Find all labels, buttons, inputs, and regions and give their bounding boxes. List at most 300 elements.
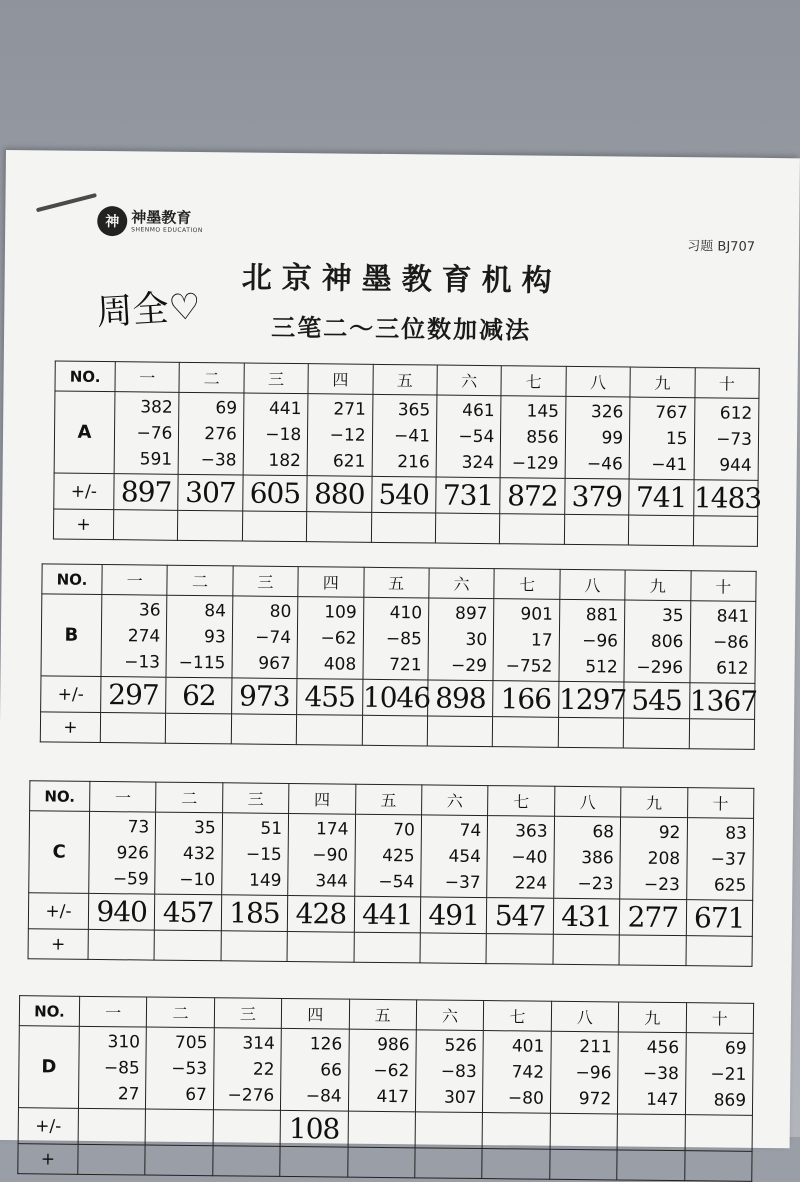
problem-number: −12 xyxy=(329,424,366,446)
handwritten-answer xyxy=(145,1109,213,1146)
empty-cell xyxy=(347,1147,415,1178)
empty-cell xyxy=(242,511,307,542)
problem-row xyxy=(41,594,756,683)
logo-subtitle: SHENMO EDUCATION xyxy=(131,225,203,234)
problem-number: −38 xyxy=(642,1063,679,1084)
empty-cell xyxy=(287,931,354,962)
problem-cell xyxy=(487,816,554,899)
handwritten-answer: 973 xyxy=(231,678,297,715)
column-header: 八 xyxy=(566,366,631,397)
column-header: 七 xyxy=(484,1001,552,1032)
problem-cell xyxy=(288,813,355,896)
problem-cell xyxy=(179,392,244,475)
problem-number: −90 xyxy=(312,844,349,866)
problem-number: 83 xyxy=(725,823,747,844)
problem-number: 276 xyxy=(204,423,237,444)
problem-number: 109 xyxy=(324,601,357,623)
empty-cell xyxy=(549,1149,617,1180)
problem-number: −18 xyxy=(265,424,302,445)
problem-cell xyxy=(553,816,620,899)
problem-number: 314 xyxy=(242,1033,275,1054)
column-header: 一 xyxy=(79,996,147,1027)
empty-cell xyxy=(371,512,436,543)
problem-number: 74 xyxy=(459,820,482,841)
column-header: 九 xyxy=(630,367,695,398)
problem-cell xyxy=(685,1033,753,1116)
column-header: 八 xyxy=(554,786,621,817)
empty-cell xyxy=(362,715,428,746)
problem-number: −41 xyxy=(651,454,688,475)
column-header: 二 xyxy=(167,565,233,596)
empty-cell xyxy=(617,1150,685,1181)
problem-number: 926 xyxy=(116,842,150,864)
handwritten-answer: 731 xyxy=(436,477,501,514)
problem-cell xyxy=(686,818,753,901)
plus-label: + xyxy=(53,509,113,540)
problem-number: 986 xyxy=(377,1034,410,1055)
plus-row xyxy=(53,509,757,546)
problem-number: 856 xyxy=(526,426,559,448)
problem-number: −84 xyxy=(305,1085,342,1107)
problem-number: −83 xyxy=(440,1061,477,1082)
problem-number: −15 xyxy=(245,844,282,865)
problem-cell xyxy=(620,817,687,900)
problem-number: −37 xyxy=(444,872,481,893)
handwritten-answer: 307 xyxy=(178,474,243,511)
problem-number: 208 xyxy=(647,848,681,869)
problem-number: 324 xyxy=(461,452,495,473)
problem-number: 881 xyxy=(585,604,619,625)
problem-number: 69 xyxy=(724,1038,747,1059)
column-header: 四 xyxy=(308,364,373,395)
problem-number: 721 xyxy=(389,654,422,675)
problem-number: 174 xyxy=(315,818,349,840)
problem-number: 461 xyxy=(462,400,495,421)
problem-number: 705 xyxy=(174,1032,208,1053)
empty-cell xyxy=(486,934,553,965)
empty-cell xyxy=(427,716,493,747)
problem-cell xyxy=(243,393,308,476)
column-header: 七 xyxy=(501,366,566,397)
handwritten-answer: 491 xyxy=(420,897,487,934)
problem-cell xyxy=(618,1032,686,1115)
column-header: 八 xyxy=(560,569,626,600)
problem-number: 326 xyxy=(590,401,624,422)
problem-number: 182 xyxy=(268,450,302,471)
problem-number: 972 xyxy=(578,1088,612,1109)
empty-cell xyxy=(564,514,629,545)
problem-number: 591 xyxy=(139,448,173,470)
handwritten-answer: 108 xyxy=(280,1110,348,1147)
problem-cell xyxy=(166,595,232,678)
handwritten-answer xyxy=(78,1108,146,1145)
problem-number: 216 xyxy=(397,451,430,472)
problem-number: −40 xyxy=(511,846,548,868)
problem-cell xyxy=(689,601,755,684)
column-header: 七 xyxy=(494,569,560,600)
problem-number: 767 xyxy=(655,402,688,423)
handwritten-answer: 897 xyxy=(114,474,179,511)
problem-number: −115 xyxy=(178,652,226,673)
handwritten-answer xyxy=(550,1113,618,1150)
problem-number: 126 xyxy=(309,1033,343,1055)
handwritten-answer: 940 xyxy=(88,893,155,930)
problem-cell xyxy=(421,815,488,898)
problem-cell xyxy=(78,1026,146,1109)
problem-number: 149 xyxy=(248,870,282,891)
problem-number: −37 xyxy=(710,848,747,870)
problem-number: 67 xyxy=(185,1084,208,1105)
handwritten-answer: 62 xyxy=(166,677,232,714)
problem-number: 93 xyxy=(203,626,226,647)
empty-cell xyxy=(354,932,421,963)
handwritten-answer: 297 xyxy=(101,677,167,714)
problem-cell xyxy=(363,597,429,680)
handwritten-answer xyxy=(617,1114,685,1151)
problem-number: 432 xyxy=(182,843,216,864)
column-header: 八 xyxy=(551,1001,619,1032)
no-label: NO. xyxy=(42,564,102,595)
handwritten-answer: 1367 xyxy=(689,684,758,718)
problem-cell xyxy=(155,812,222,895)
handwritten-answer: 185 xyxy=(221,895,288,932)
problem-cell xyxy=(550,1031,618,1114)
problem-cell xyxy=(221,813,288,896)
problem-number: 512 xyxy=(585,656,618,677)
empty-cell xyxy=(296,715,362,746)
plus-row xyxy=(28,929,752,967)
problem-number: 73 xyxy=(127,816,150,838)
problem-cell xyxy=(483,1031,551,1114)
problem-cell xyxy=(281,1028,349,1111)
problem-number: 30 xyxy=(465,629,488,650)
handwritten-answer: 1297 xyxy=(558,682,627,717)
plus-minus-label: +/- xyxy=(54,473,114,510)
problem-cell xyxy=(372,394,437,477)
empty-cell xyxy=(231,714,297,745)
problem-number: 310 xyxy=(107,1031,141,1052)
logo xyxy=(97,206,203,237)
column-header: 七 xyxy=(488,786,555,817)
problem-number: 410 xyxy=(389,602,423,623)
section-label: A xyxy=(54,391,115,474)
problem-number: 147 xyxy=(646,1089,679,1110)
empty-cell xyxy=(482,1149,550,1180)
problem-number: −129 xyxy=(511,452,559,474)
handwritten-answer: 540 xyxy=(371,476,436,513)
problem-number: −59 xyxy=(112,868,149,890)
problem-number: 901 xyxy=(520,603,554,625)
problem-number: 84 xyxy=(204,600,227,621)
handwritten-answer: 605 xyxy=(243,475,308,512)
problem-number: 35 xyxy=(193,817,216,838)
handwritten-answer: 1046 xyxy=(362,680,431,715)
column-header: 五 xyxy=(349,999,417,1030)
column-header: 二 xyxy=(147,997,215,1028)
handwritten-answer: 880 xyxy=(307,476,372,513)
empty-cell xyxy=(213,1146,281,1177)
problem-number: 69 xyxy=(215,397,238,418)
plus-label: + xyxy=(28,929,88,960)
column-header: 二 xyxy=(179,362,244,393)
handwritten-answer: 898 xyxy=(428,680,494,717)
plus-row xyxy=(40,712,754,749)
plus-minus-label: +/- xyxy=(41,676,101,713)
empty-cell xyxy=(415,1148,483,1179)
problem-number: 386 xyxy=(581,847,614,868)
empty-cell xyxy=(420,933,487,964)
problem-number: −85 xyxy=(385,628,422,649)
column-header: 三 xyxy=(214,998,282,1029)
problem-cell xyxy=(415,1030,483,1113)
problem-number: −96 xyxy=(582,630,619,651)
problem-number: −276 xyxy=(227,1084,275,1106)
problem-number: 897 xyxy=(454,603,488,624)
handwritten-answer xyxy=(685,1115,753,1152)
problem-number: −62 xyxy=(373,1060,410,1081)
empty-cell xyxy=(78,1144,146,1175)
problem-number: 417 xyxy=(376,1086,410,1107)
column-header: 三 xyxy=(222,783,289,814)
handwritten-answer: 428 xyxy=(288,895,355,932)
exercise-code: 习题 BJ707 xyxy=(687,239,756,255)
problem-number: 967 xyxy=(258,653,291,674)
problem-number: 92 xyxy=(658,822,681,843)
plus-label: + xyxy=(18,1144,78,1175)
problem-number: 625 xyxy=(713,874,747,896)
problem-number: 382 xyxy=(140,396,173,418)
problem-cell xyxy=(629,397,694,480)
problem-number: 742 xyxy=(511,1061,545,1083)
problem-number: −62 xyxy=(320,627,357,649)
problem-number: −54 xyxy=(378,871,415,892)
problem-number: −23 xyxy=(643,874,680,895)
problem-number: −73 xyxy=(716,428,753,450)
no-label: NO. xyxy=(55,361,115,392)
problem-number: 68 xyxy=(592,821,615,842)
problem-cell xyxy=(500,396,565,479)
handwritten-answer: 455 xyxy=(297,679,363,716)
problem-cell xyxy=(307,394,372,477)
empty-cell xyxy=(493,717,559,748)
handwritten-answer: 277 xyxy=(619,899,686,936)
problem-number: 99 xyxy=(601,427,624,448)
handwritten-answer: 441 xyxy=(354,896,421,933)
empty-cell xyxy=(500,514,565,545)
problem-cell xyxy=(146,1027,214,1110)
handwritten-answer: 166 xyxy=(493,681,559,718)
plus-minus-label: +/- xyxy=(18,1108,78,1145)
problem-number: 365 xyxy=(397,399,431,420)
section-a-table xyxy=(53,361,760,547)
logo-name: 神墨教育 xyxy=(131,207,192,227)
problem-number: −53 xyxy=(171,1058,208,1079)
handwritten-answer: 545 xyxy=(624,682,690,719)
problem-number: 70 xyxy=(393,819,415,840)
column-header: 六 xyxy=(437,365,502,396)
column-header: 九 xyxy=(621,787,688,818)
problem-row xyxy=(18,1026,753,1116)
problem-number: −23 xyxy=(577,873,614,894)
handwritten-answer: 431 xyxy=(553,898,620,935)
column-header: 五 xyxy=(373,364,438,395)
column-header: 六 xyxy=(429,568,495,599)
problem-number: 841 xyxy=(716,605,750,627)
empty-cell xyxy=(88,929,155,960)
column-header: 四 xyxy=(281,998,349,1029)
problem-number: 271 xyxy=(333,398,366,420)
empty-cell xyxy=(113,510,178,541)
problem-number: 612 xyxy=(716,657,749,679)
problem-number: −10 xyxy=(179,869,216,890)
column-header: 十 xyxy=(687,788,754,819)
problem-number: 869 xyxy=(713,1089,747,1111)
problem-number: −38 xyxy=(200,449,237,470)
column-header: 十 xyxy=(694,368,759,399)
problem-number: 66 xyxy=(320,1059,343,1081)
section-b-table xyxy=(40,563,757,749)
problem-cell xyxy=(428,598,494,681)
column-header: 十 xyxy=(690,571,756,602)
staple xyxy=(36,193,97,212)
section-label: C xyxy=(29,811,90,894)
plus-label: + xyxy=(40,712,100,743)
handwritten-answer xyxy=(348,1111,416,1148)
problem-number: −29 xyxy=(450,655,488,676)
handwritten-answer: 671 xyxy=(686,900,753,937)
column-header: 一 xyxy=(102,565,168,596)
problem-cell xyxy=(101,595,167,678)
empty-cell xyxy=(166,713,232,744)
problem-number: −41 xyxy=(393,425,431,446)
problem-number: −752 xyxy=(505,655,553,677)
plus-minus-label: +/- xyxy=(28,893,88,930)
empty-cell xyxy=(558,717,624,748)
column-header: 九 xyxy=(618,1002,686,1033)
student-name-handwritten: 周全♡ xyxy=(95,286,202,334)
problem-number: −76 xyxy=(136,422,173,444)
empty-cell xyxy=(553,934,620,965)
column-header: 四 xyxy=(298,567,364,598)
problem-number: 401 xyxy=(511,1035,545,1057)
column-header: 一 xyxy=(90,781,157,812)
empty-cell xyxy=(619,935,686,966)
problem-number: 15 xyxy=(665,428,688,449)
column-header: 六 xyxy=(422,785,489,816)
problem-number: 454 xyxy=(448,846,482,867)
problem-number: 51 xyxy=(260,818,283,839)
problem-number: 408 xyxy=(323,653,357,675)
empty-cell xyxy=(435,513,500,544)
column-header: 二 xyxy=(156,782,223,813)
problem-number: −96 xyxy=(575,1062,612,1083)
problem-number: 612 xyxy=(719,402,753,424)
problem-row xyxy=(29,811,754,901)
problem-number: 307 xyxy=(443,1087,477,1108)
problem-number: −80 xyxy=(507,1087,544,1109)
problem-cell xyxy=(559,599,625,682)
section-label: D xyxy=(18,1026,79,1109)
problem-number: −46 xyxy=(586,453,623,474)
problem-cell xyxy=(624,600,690,683)
worksheet-paper xyxy=(0,150,800,1170)
no-label: NO. xyxy=(30,781,90,812)
problem-number: 621 xyxy=(332,450,366,472)
problem-number: −54 xyxy=(458,426,495,447)
problem-number: −86 xyxy=(712,631,749,653)
logo-mark-icon: 神 xyxy=(97,206,127,236)
handwritten-answer: 872 xyxy=(500,478,565,515)
section-d-table xyxy=(17,995,754,1182)
page-subtitle: 三笔二～三位数加减法 xyxy=(271,313,532,345)
problem-number: 211 xyxy=(579,1036,612,1057)
section-label: B xyxy=(41,594,102,677)
problem-number: 36 xyxy=(138,599,161,621)
problem-cell xyxy=(297,597,363,680)
problem-cell xyxy=(213,1028,281,1111)
empty-cell xyxy=(693,516,758,547)
problem-number: 80 xyxy=(269,601,292,622)
problem-cell xyxy=(348,1029,416,1112)
plus-row xyxy=(18,1144,752,1182)
column-header: 三 xyxy=(233,566,299,597)
problem-number: −13 xyxy=(124,651,161,673)
problem-cell xyxy=(694,398,759,481)
handwritten-answer xyxy=(482,1113,550,1150)
problem-cell xyxy=(436,395,501,478)
handwritten-answer: 1483 xyxy=(693,481,762,515)
problem-number: 806 xyxy=(650,631,684,652)
problem-number: 17 xyxy=(530,630,553,651)
problem-cell xyxy=(493,599,559,682)
problem-number: −296 xyxy=(636,657,684,678)
problem-cell xyxy=(114,392,179,475)
empty-cell xyxy=(154,930,221,961)
problem-number: 22 xyxy=(252,1059,275,1080)
handwritten-answer xyxy=(415,1112,483,1149)
problem-number: 944 xyxy=(719,454,752,476)
problem-cell xyxy=(565,396,630,479)
handwritten-answer: 547 xyxy=(487,898,554,935)
problem-number: 526 xyxy=(444,1035,478,1056)
problem-number: 344 xyxy=(315,870,349,892)
column-header: 十 xyxy=(686,1003,754,1034)
empty-cell xyxy=(221,931,288,962)
empty-cell xyxy=(629,515,694,546)
problem-number: 363 xyxy=(515,820,548,842)
handwritten-answer: 741 xyxy=(629,479,694,516)
empty-cell xyxy=(689,719,755,750)
problem-number: 456 xyxy=(646,1037,680,1058)
problem-number: 224 xyxy=(514,872,548,894)
no-label: NO. xyxy=(19,996,79,1027)
page-title: 北京神墨教育机构 xyxy=(241,260,562,299)
empty-cell xyxy=(100,713,166,744)
section-c-table xyxy=(28,780,755,967)
handwritten-answer: 457 xyxy=(155,894,222,931)
empty-cell xyxy=(686,936,753,967)
empty-cell xyxy=(684,1151,752,1182)
column-header: 三 xyxy=(244,363,309,394)
problem-number: −74 xyxy=(255,627,292,648)
problem-number: 274 xyxy=(127,625,161,647)
column-header: 六 xyxy=(416,1000,484,1031)
empty-cell xyxy=(307,512,372,543)
empty-cell xyxy=(178,510,243,541)
column-header: 四 xyxy=(289,783,356,814)
empty-cell xyxy=(280,1146,348,1177)
column-header: 一 xyxy=(115,362,180,393)
